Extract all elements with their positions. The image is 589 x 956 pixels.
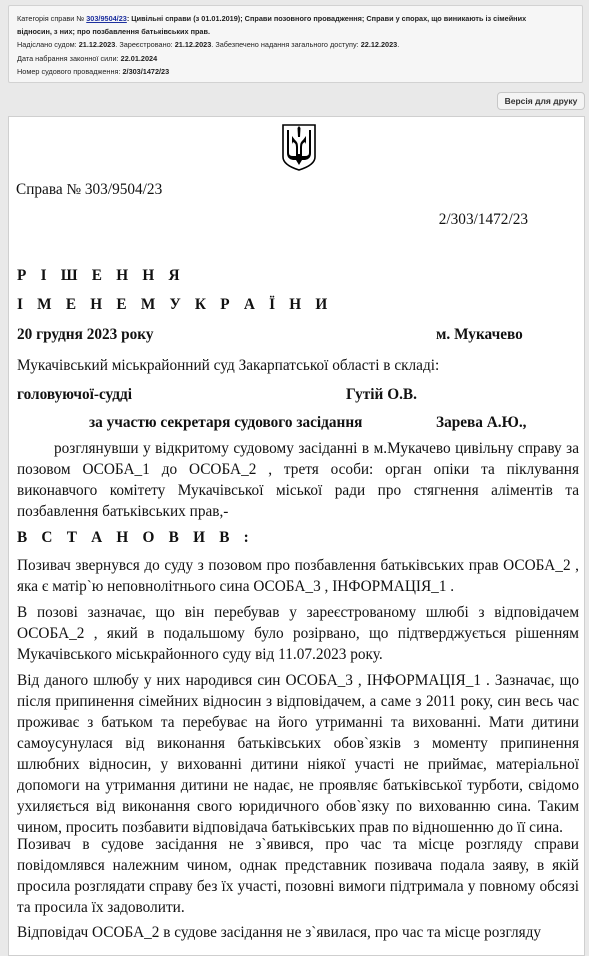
paragraph-defendant-absence: Відповідач ОСОБА_2 в судове засідання не з`явилася, про час та місце розгляду [17,924,542,941]
meta-line-dates: Надіслано судом: 21.12.2023. Зареєстровано: 21.12.2023. Забезпечено надання загального доступу: 22.12.2023. [17,40,400,50]
decision-subtitle: І М Е Н Е М У К Р А Ї Н И [17,296,333,313]
meta-proceeding-number: 2/303/1472/23 [122,66,170,76]
meta-line-category-cont [17,25,582,38]
court-composition: Мукачівський міськрайонний суд Закарпатської області в складі: [17,357,440,374]
meta-effective-label: Дата набрання законної сили: [17,53,119,63]
case-number: Справа № 303/9504/23 [16,181,163,198]
paragraph-marriage: В позові зазначає, що він перебував у зареєстрованому шлюбі з відповідачем ОСОБА_2 , який в подальшому було розірвано, що підтверджується рішенням Мукачівського міськрайонного суду від 11.07.2023 року. [17,604,579,663]
meta-line-proceeding [17,65,582,78]
court-decision-document [8,116,585,956]
paragraph-plaintiff-absence: Позивач в судове засідання не з`явився, про час та місце розгляду справи повідомлявся належним чином, однак представник позивача подала заяву, в якій просила розглядати справу без їх участі, позовні вимоги підтримала у повному обсязі та просила їх задоволити. [17,836,579,916]
secretary-name: Зарева А.Ю., [436,414,527,431]
meta-line-category [17,12,582,25]
paragraph-child: Від даного шлюбу у них народився син ОСОБА_3 , ІНФОРМАЦІЯ_1 . Зазначає, що після припинення сімейних відносин з відповідачем, а саме з 2011 року, син весь час проживає з батьком та перебуває на його утриманні та вихованні. Мати дитини самоусунулася від виконання батьківських обов`язків з моменту припинення шлюбних відносин, у вихованні дитини ніякої участі не приймає, матеріальної допомоги на утримання дитини не надає, не проявляє батьківської турботи, свідомо ухиляється від виконання свого юридичного обов`язку по вихованню сина. Таким чином, просить позбавити відповідача батьківських прав по відношенню до її сина. [17,672,579,836]
meta-sent-label: Надіслано судом: [17,40,77,50]
judge-name: Гутій О.В. [346,386,417,403]
tryzub-icon [281,123,317,171]
meta-category-text-cont: відносин, з них; про позбавлення батьківських прав. [17,27,211,37]
decision-city: м. Мукачево [436,326,523,343]
meta-registered-label: . Зареєстровано: [115,40,173,50]
meta-proceeding-label: Номер судового провадження: [17,66,121,76]
meta-access-date: 22.12.2023 [360,40,398,50]
judge-label: головуючої-судді [17,386,132,403]
meta-sent-date: 21.12.2023 [78,40,116,50]
paragraph-claim: Позивач звернувся до суду з позовом про позбавлення батьківських прав ОСОБА_2 , яка є матір`ю неповнолітнього сина ОСОБА_3 , ІНФОРМАЦІЯ_1 . [17,557,579,595]
meta-effective-date: 22.01.2024 [120,53,158,63]
proceeding-number: 2/303/1472/23 [438,211,528,228]
secretary-label: за участю секретаря судового засідання [89,414,363,431]
meta-registered-date: 21.12.2023 [174,40,212,50]
decision-title: Р І Ш Е Н Н Я [17,267,185,284]
print-version-button[interactable]: Версія для друку [497,92,585,110]
meta-category-label: Категорія справи № [17,14,85,23]
decision-date: 20 грудня 2023 року [17,326,154,343]
meta-line-effective [17,52,582,65]
intro-paragraph: розглянувши у відкритому судовому засіданні в м.Мукачево цивільну справу за позовом ОСОБА_1 до ОСОБА_2 , третя особи: орган опіки та піклування виконавчого комітету Мукачівської міської ради про стягнення аліментів та позбавлення батьківських прав,- [17,440,579,520]
meta-category-text: : Цивільні справи (з 01.01.2019); Справи позовного провадження; Справи у спорах, що виникають із сімейних [126,14,527,23]
meta-access-label: . Забезпечено надання загального доступу: [211,40,359,50]
established-heading: В С Т А Н О В И В : [17,529,254,546]
case-metadata-panel [8,5,583,83]
case-number-link[interactable]: 303/9504/23 [86,14,127,23]
